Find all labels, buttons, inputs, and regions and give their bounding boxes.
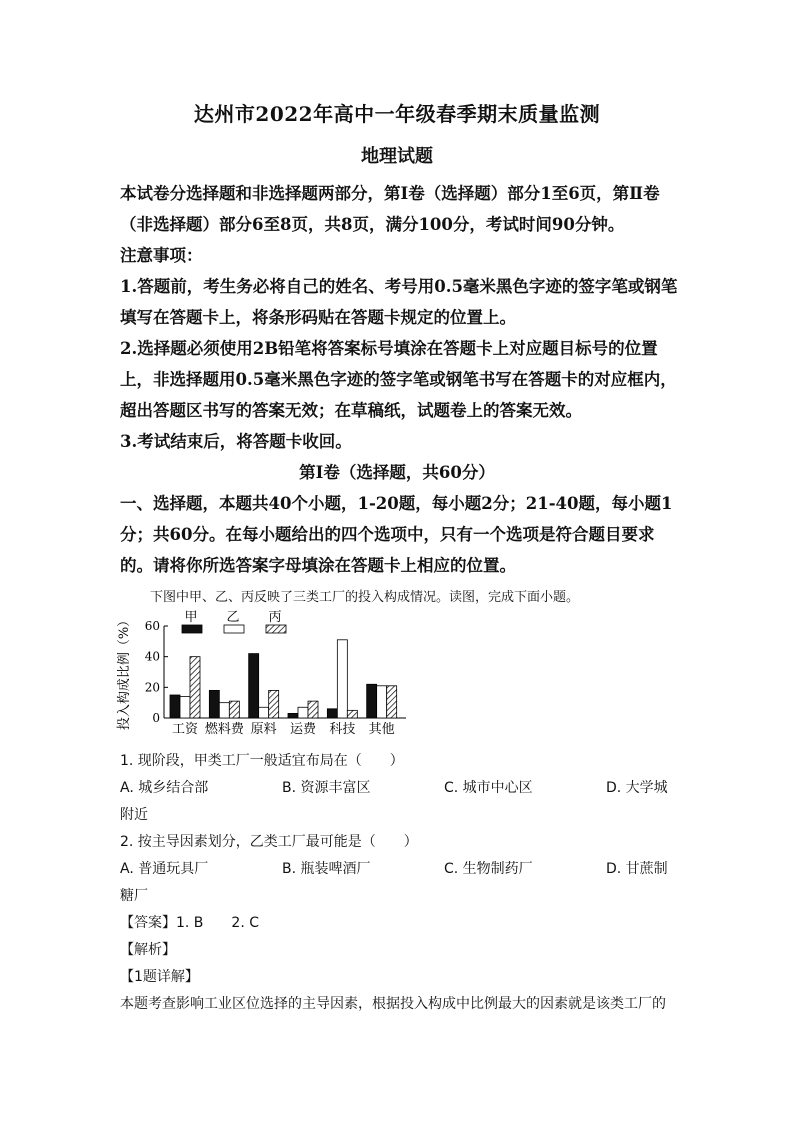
note-1a: 1.答题前，考生务必将自己的姓名、考号用0.5毫米黑色字迹的签字笔或钢笔 bbox=[120, 277, 678, 296]
bar-甲-工资 bbox=[170, 695, 180, 718]
bar-丙-燃料费 bbox=[229, 701, 239, 718]
exam-title: 达州市2022年高中一年级春季期末质量监测 bbox=[193, 102, 601, 126]
intro-line-1: 本试卷分选择题和非选择题两部分，第Ⅰ卷（选择题）部分1至6页，第Ⅱ卷 bbox=[120, 184, 660, 203]
y-tick-label: 60 bbox=[144, 619, 160, 633]
q1-option-c: C. 城市中心区 bbox=[444, 780, 533, 796]
x-tick-label: 工资 bbox=[171, 722, 199, 737]
x-tick-label: 燃料费 bbox=[204, 722, 244, 737]
note-2b: 上，非选择题用0.5毫米黑色字迹的签字笔或钢笔书写在答题卡的对应框内， bbox=[120, 370, 677, 389]
q2-option-b: B. 瓶装啤酒厂 bbox=[282, 861, 371, 877]
bar-丙-运费 bbox=[308, 701, 318, 718]
bar-丙-科技 bbox=[347, 710, 357, 718]
note-2a: 2.选择题必须使用2B铅笔将答案标号填涂在答题卡上对应题目标号的位置 bbox=[120, 339, 658, 358]
section-instruction-2: 分；共60分。在每小题给出的四个选项中，只有一个选项是符合题目要求 bbox=[120, 525, 655, 544]
x-tick-label: 其他 bbox=[368, 722, 395, 737]
legend-swatch-乙 bbox=[224, 625, 244, 633]
bar-甲-燃料费 bbox=[209, 690, 219, 718]
answer-label: 【答案】 bbox=[120, 915, 176, 931]
y-axis-label: 投入构成比例（%） bbox=[117, 613, 132, 731]
bar-乙-其他 bbox=[377, 686, 387, 718]
x-tick-label: 科技 bbox=[329, 722, 356, 737]
note-2c: 超出答题区书写的答案无效；在草稿纸，试题卷上的答案无效。 bbox=[120, 401, 582, 420]
input-structure-bar-chart bbox=[110, 608, 410, 740]
figure-caption: 下图中甲、乙、丙反映了三类工厂的投入构成情况。读图，完成下面小题。 bbox=[150, 590, 580, 605]
x-tick-label: 运费 bbox=[289, 722, 317, 737]
q2-option-d: D. 甘蔗制 bbox=[606, 861, 668, 877]
legend-label-丙: 丙 bbox=[268, 610, 282, 625]
bar-甲-其他 bbox=[367, 684, 377, 718]
q1-option-a: A. 城乡结合部 bbox=[120, 780, 209, 796]
y-tick-label: 20 bbox=[144, 680, 160, 695]
legend-swatch-甲 bbox=[182, 625, 202, 633]
q1-option-b: B. 资源丰富区 bbox=[282, 780, 371, 796]
bar-乙-科技 bbox=[337, 640, 347, 718]
note-3: 3.考试结束后，将答题卡收回。 bbox=[120, 432, 352, 451]
y-tick-label: 0 bbox=[152, 711, 160, 725]
q2-option-a: A. 普通玩具厂 bbox=[120, 861, 209, 877]
note-1b: 填写在答题卡上，将条形码贴在答题卡规定的位置上。 bbox=[120, 308, 516, 327]
question-2: 2. 按主导因素划分，乙类工厂最可能是（ ） bbox=[120, 834, 418, 850]
detail-heading: 【1题详解】 bbox=[120, 969, 199, 985]
bar-丙-原料 bbox=[269, 690, 279, 718]
answer-text: 1. B 2. C bbox=[176, 915, 259, 931]
bar-丙-其他 bbox=[387, 686, 397, 718]
question-1: 1. 现阶段，甲类工厂一般适宜布局在（ ） bbox=[120, 753, 404, 769]
exam-subtitle: 地理试题 bbox=[361, 146, 433, 167]
q1-option-d-continued: 附近 bbox=[120, 807, 148, 823]
legend-label-甲: 甲 bbox=[184, 610, 198, 625]
analysis-label: 【解析】 bbox=[120, 942, 176, 958]
q1-option-d: D. 大学城 bbox=[606, 780, 668, 796]
bar-乙-原料 bbox=[259, 707, 269, 718]
bar-丙-工资 bbox=[190, 657, 200, 718]
legend-label-乙: 乙 bbox=[226, 610, 240, 625]
bar-甲-科技 bbox=[327, 709, 337, 718]
bar-乙-燃料费 bbox=[219, 703, 229, 718]
legend-swatch-丙 bbox=[266, 625, 286, 633]
notes-heading: 注意事项： bbox=[120, 246, 203, 265]
bar-甲-运费 bbox=[288, 713, 298, 718]
intro-line-2: （非选择题）部分6至8页，共8页，满分100分，考试时间90分钟。 bbox=[120, 215, 625, 234]
section-heading: 第Ⅰ卷（选择题，共60分） bbox=[299, 463, 495, 482]
q2-option-d-continued: 糖厂 bbox=[120, 888, 148, 904]
y-tick-label: 40 bbox=[144, 649, 160, 664]
bar-乙-运费 bbox=[298, 707, 308, 718]
q2-option-c: C. 生物制药厂 bbox=[444, 861, 533, 877]
bar-乙-工资 bbox=[180, 697, 190, 718]
answer-row bbox=[120, 912, 259, 932]
detail-text: 本题考查影响工业区位选择的主导因素，根据投入构成中比例最大的因素就是该类工厂的 bbox=[120, 996, 666, 1012]
section-instruction-1: 一、选择题，本题共40个小题，1-20题，每小题2分；21-40题，每小题1 bbox=[120, 494, 673, 513]
section-instruction-3: 的。请将你所选答案字母填涂在答题卡上相应的位置。 bbox=[120, 556, 516, 575]
bar-甲-原料 bbox=[249, 654, 259, 718]
x-tick-label: 原料 bbox=[250, 722, 277, 737]
